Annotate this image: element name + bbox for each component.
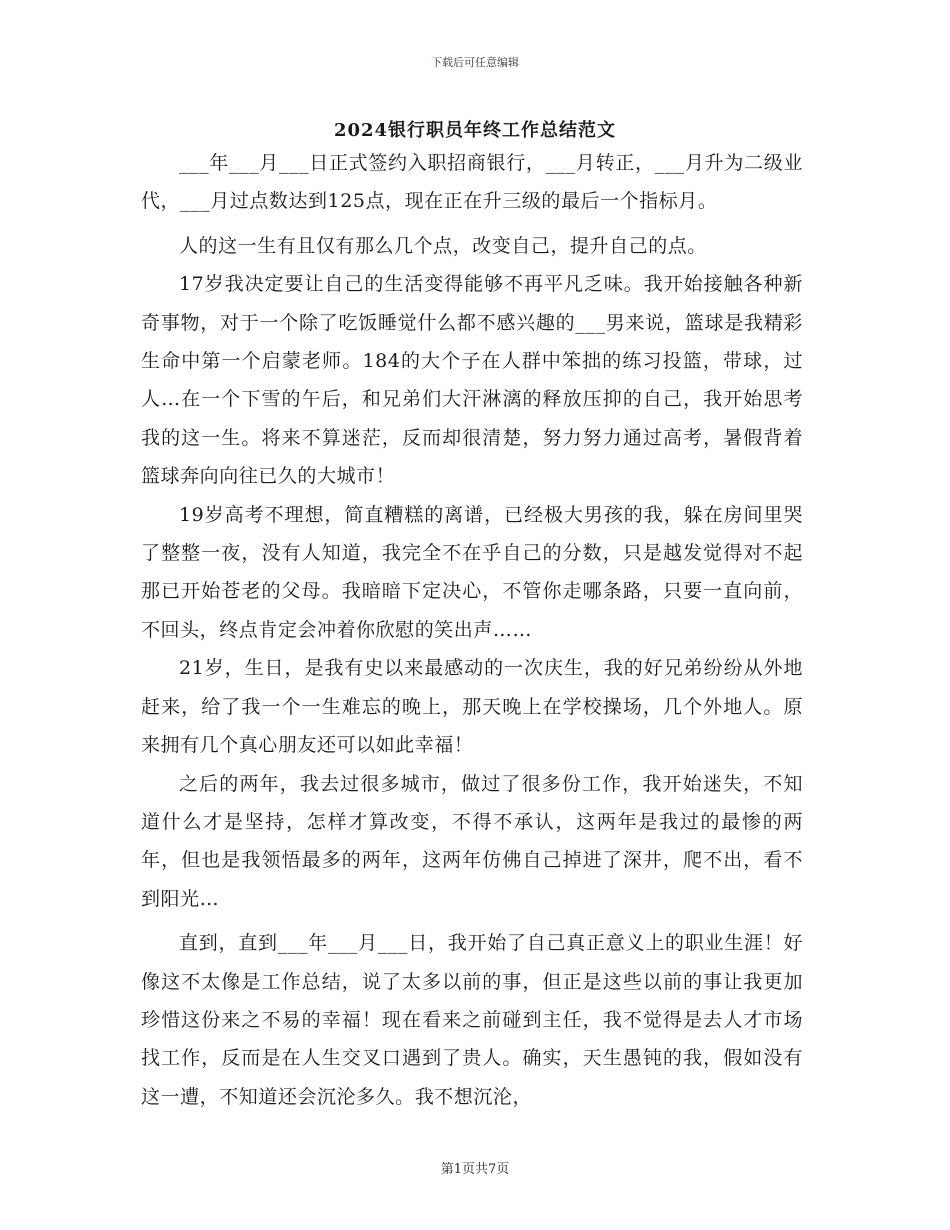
paragraph-6: 之后的两年，我去过很多城市，做过了很多份工作，我开始迷失，不知道什么才是坚持，怎样才算改变，不得不承认，这两年是我过的最惨的两年，但也是我领悟最多的两年，这两年仿佛自己掉进了深井，爬不出，看不到阳光…	[141, 772, 803, 910]
paragraph-7: 直到，直到___年___月___日，我开始了自己真正意义上的职业生涯！好像这不太像是工作总结，说了太多以前的事，但正是这些以前的事让我更加珍惜这份来之不易的幸福！现在看来之前碰到主任，我不觉得是去人才市场找工作，反而是在人生交叉口遇到了贵人。确实，天生愚钝的我，假如没有这一遭，不知道还会沉沦多久。我不想沉沦，	[141, 932, 803, 1108]
paragraph-5: 21岁，生日，是我有史以来最感动的一次庆生，我的好兄弟纷纷从外地赶来，给了我一个一生难忘的晚上，那天晚上在学校操场，几个外地人。原来拥有几个真心朋友还可以如此幸福！	[141, 657, 803, 757]
document-title: 2024银行职员年终工作总结范文	[333, 120, 617, 141]
paragraph-3: 17岁我决定要让自己的生活变得能够不再平凡乏味。我开始接触各种新奇事物，对于一个除了吃饭睡觉什么都不感兴趣的___男来说，篮球是我精彩生命中第一个启蒙老师。184的大个子在人群中笨拙的练习投篮，带球，过人…在一个下雪的午后，和兄弟们大汗淋漓的释放压抑的自己，我开始思考我的这一生。将来不算迷茫，反而却很清楚，努力努力通过高考，暑假背着篮球奔向向往已久的大城市！	[141, 273, 803, 488]
paragraph-1: ___年___月___日正式签约入职招商银行，___月转正，___月升为二级业代，___月过点数达到125点，现在正在升三级的最后一个指标月。	[141, 152, 803, 213]
paragraph-4: 19岁高考不理想，简直糟糕的离谱，已经极大男孩的我，躲在房间里哭了整整一夜，没有人知道，我完全不在乎自己的分数，只是越发觉得对不起那已开始苍老的父母。我暗暗下定决心，不管你走哪条路，只要一直向前，不回头，终点肯定会冲着你欣慰的笑出声……	[141, 503, 803, 641]
paragraph-2: 人的这一生有且仅有那么几个点，改变自己，提升自己的点。	[179, 234, 707, 257]
header-note: 下载后可任意编辑	[431, 56, 519, 69]
page-footer: 第1页共7页	[440, 1162, 510, 1177]
document-body	[141, 144, 803, 1116]
